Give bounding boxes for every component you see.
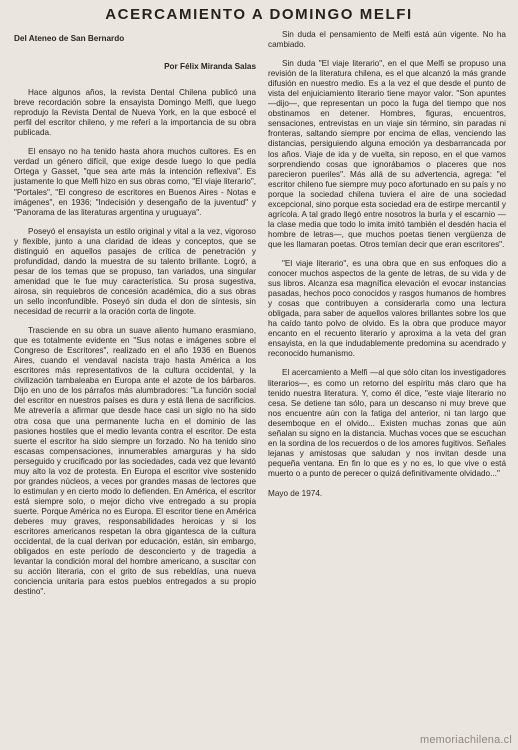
paragraph: El acercamiento a Melfi —al que sólo citan los investigadores literarios—, es como un retorno del espíritu más claro que ha tenido nuestra literatura. Y, como él dice, "este viaje literario no cesa. Se detiene tan sólo, para un descanso ni muy breve que nos encuentre aún con la fatiga del anterior, ni tan largo que desemboque en el olvido... Existen muchas zonas que aún señalan su signo en la distancia. Muchas voces que se escuchan en la sordina de los recuerdos o de los amores fugitivos. Señales lejanas y amistosas que saludan y nos invitan desde una pequeña ventana. En fin lo que es y no es, lo que vive o está muerto o a punto de perecer o quizá definitivamente olvidado..." <box>268 368 506 478</box>
paragraph: Hace algunos años, la revista Dental Chilena publicó una breve recordación sobre la ensayista Domingo Melfi, que luego reprodujo la Revista Dental de Nueva York, en la que esbocé el perfil del escritor chileno, y me referí a la importancia de su obra publicada. <box>14 88 256 138</box>
paragraph: "El viaje literario", es una obra que en sus enfoques dio a conocer muchos aspectos de la gente de letras, de su vida y de sus libros. Alcanza esa magnífica elevación el evocar instancias pasadas, hechos poco conocidos y rasgos humanos de hombres y cosas que contribuyen a considerarla como una lectura obligada, para saber de aquellos valores brillantes sobre los que ha caído tanto polvo de olvido. Es la obra que produce mayor encanto en el recuento literario y aproxima a la veta del gran ensayista, en la que indudablemente predomina su acendrado y reconocido humanismo. <box>268 258 506 359</box>
paragraph: Sin duda "El viaje literario", en el que Melfi se propuso una revisión de la literatura chilena, es el que alcanzó la más grande difusión en nuestro medio. Es a la vez el que desde el punto de vista del enjuiciamiento literario tiene mayor valor. "Son apuntes —dijo—, que representan un poco la fuga del tiempo que nos obstinamos en detener. Hombres, figuras, encuentros, sensaciones, entrevistas en un viaje sin término, sin paradas ni fronteras, saltando siempre por encima de ellas, venciendo las distancias, persiguiendo alguna emoción ya desbarrancada por los años. Viaje de ida y de vuelta, sin reposo, en el que vamos sorprendiendo cosas que ignorábamos o placeres que nos parecieron pueriles". Más allá de su advertencia, agrega: "el escritor chileno fue siempre muy poco afortunado en su país y no porque la sociedad chilena tuviera el aire de una sociedad excepcional, sino porque esta sociedad era de estirpe mercantil y agrícola. A tal grado llegó entre nosotros la burla y el escarnio —la clase media que todo lo imita imitó también el desdén hacia el hombre de letras—, que muchos poetas tienen vergüenza de que les llamaran poetas. Otros temían decir que eran escritores". <box>268 59 506 249</box>
right-column <box>268 30 506 508</box>
paragraph: Trasciende en su obra un suave aliento humano erasmiano, que es totalmente evidente en "Sus notas e imágenes sobre el Congreso de Escritores", realizado en el año 1936 en Buenos Aires, cuando el vendaval nacista trajo hasta América a los escritores más representativos de la cultura occidental, y la civilización tambaleaba en Europa ante el azote de los bárbaros. Dijo en uno de los párrafos más alumbradores: "La función social del escritor en nuestros países es dura y está llena de sacrificios. Me atrevería a afirmar que desde hace casi un siglo no ha sido otra cosa que una permanente lucha en el dominio de las pasiones hostiles que el medio levanta contra el escritor. De esta suerte el escritor ha sido siempre un forzado. No ha tenido sino escasas compensaciones, innumerables amarguras y ha sido perseguido y crucificado por las sociedades, cada vez que levantó muy alto la voz de protesta. En Europa el escritor vive sostenido por grandes núcleos, a veces por grandes masas de lectores que lo estimulan y en cierto modo lo defienden. En América, el escritor está siempre solo, o mejor dicho vive entregado a su propia suerte. Porque América no es Europa. El escritor tiene en América deberes muy graves, responsabilidades heroicas y si los escritores americanos respetan la obra gigantesca de la cultura occidental, de la cual derivan por educación, están, sin embargo, obligados en este período de desconcierto y de tragedia a levantar la condición moral del hombre americano, a suscitar con su acción literaria, con el grito de sus rebeldías, una nueva conciencia unitaria para estos pueblos entregados a su propio destino". <box>14 326 256 597</box>
article-title: ACERCAMIENTO A DOMINGO MELFI <box>105 6 413 23</box>
paragraph: Sin duda el pensamiento de Melfi está aún vigente. No ha cambiado. <box>268 30 506 50</box>
article-date: Mayo de 1974. <box>268 488 323 498</box>
source-watermark: memoriachilena.cl <box>419 734 512 746</box>
paragraph: El ensayo no ha tenido hasta ahora muchos cultores. Es en verdad un género difícil, que exige desde luego lo que pedía Ortega y Gasset, "que sea arte más la intención reflexiva". Es justamente lo que Melfi hizo en sus obras como, "El viaje literario", "Portales", "El congreso de escritores en Buenos Aires - Notas e imágenes", en 1936; "Indecisión y desengaño de la juventud" y "Panorama de las literaturas argentina y uruguaya". <box>14 147 256 217</box>
article-source: Del Ateneo de San Bernardo <box>14 34 125 43</box>
paragraph: Poseyó el ensayista un estilo original y vital a la vez, vigoroso y flexible, junto a una claridad de ideas y conceptos, que se distinguió en aquellos pasajes de crítica de penetración y profundidad, dando la muestra de su talento brillante. Logró, a pesar de los temas que se propuso, tan variados, una singular amenidad que le fue muy característica. Su prosa sugestiva, airosa, sin requiebros de concesión académica, dio a sus obras un sello inconfundible. Poseyó sin duda el don de síntesis, sin necesidad de recurrir a la oración corta de lingote. <box>14 226 256 317</box>
article-byline: Por Félix Miranda Salas <box>164 62 256 72</box>
left-column <box>14 30 256 606</box>
